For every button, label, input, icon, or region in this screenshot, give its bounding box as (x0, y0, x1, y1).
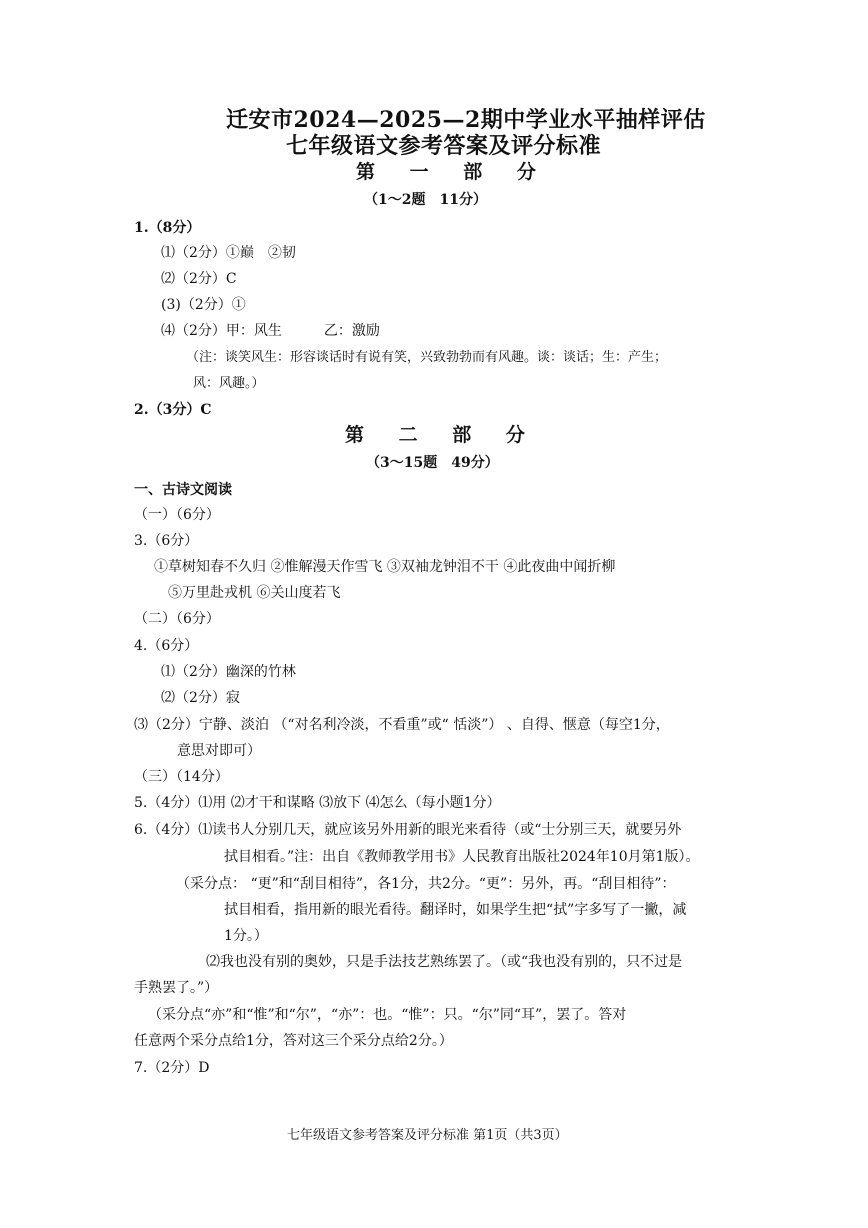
question-6-line2: 拭目相看。”注：出自《教师教学用书》人民教育出版社2024年10月第1版）。 (224, 849, 700, 865)
question-1-header: 1.（8分） (134, 220, 201, 236)
subsection-1-header: （一）（6分） (134, 507, 220, 523)
question-6-sub-2-line1: ⑵我也没有别的奥妙，只是手法技艺熟练罢了。（或“我也没有别的，只不过是 (206, 954, 683, 970)
question-1-note-line2: 风：风趣。） (193, 376, 265, 391)
question-6-scoring-line3: 1分。） (224, 928, 268, 944)
question-5-answer: 5.（4分）⑴用 ⑵才干和谋略 ⑶放下 ⑷怎么（每小题1分） (134, 795, 501, 811)
page-footer: 七年级语文参考答案及评分标准 第1页（共3页） (287, 1128, 568, 1143)
question-4-sub-2: ⑵（2分）寂 (161, 690, 240, 706)
part1-heading: 第 一 部 分 (356, 161, 550, 183)
question-6-sub-2-line2: 手熟罢了。”） (134, 980, 219, 996)
part1-range: （1～2题 11分） (364, 192, 487, 208)
question-4-sub-1: ⑴（2分）幽深的竹林 (161, 664, 296, 680)
question-1-sub-2: ⑵（2分）C (161, 271, 237, 287)
question-1-note-line1: （注：谈笑风生：形容谈话时有说有笑，兴致勃勃而有风趣。谈：谈话；生：产生； (186, 350, 668, 365)
question-3-answer-line1: ①草树知春不久归 ②惟解漫天作雪飞 ③双袖龙钟泪不干 ④此夜曲中闻折柳 (154, 559, 616, 575)
subsection-2-header: （二）（6分） (134, 611, 220, 627)
question-1-sub-1: ⑴（2分）①巅 ②韧 (161, 245, 296, 261)
question-6-line1: 6.（4分）⑴读书人分别几天，就应该另外用新的眼光来看待（或“士分别三天，就要另外 (134, 822, 682, 838)
question-1-sub-3: (3)（2分）① (161, 297, 246, 313)
question-6-scoring-line2: 拭目相看，指用新的眼光看待。翻译时，如果学生把“拭”字多写了一撇，减 (224, 902, 687, 918)
question-7-answer: 7.（2分）D (134, 1060, 210, 1076)
question-6-sub-2-scoring-line1: （采分点“亦”和“惟”和“尔”，“亦”：也。“惟”：只。“尔”同“耳”，罢了。答对 (148, 1007, 627, 1023)
section-1-title: 一、古诗文阅读 (134, 482, 232, 498)
question-1-sub-4: ⑷（2分）甲：风生 乙：激励 (161, 323, 380, 339)
question-3-header: 3.（6分） (134, 533, 199, 549)
part2-range: （3～15题 49分） (366, 455, 499, 471)
question-6-scoring-line1: （采分点： “更”和“刮目相待”，各1分，共2分。“更”：另外，再。“刮目相待”： (176, 876, 676, 892)
question-4-sub-3-line2: 意思对即可） (177, 743, 261, 759)
document-title-line2: 七年级语文参考答案及评分标准 (286, 133, 602, 159)
document-title-line1: 迁安市2024—2025—2期中学业水平抽样评估 (226, 107, 706, 133)
question-6-sub-2-scoring-line2: 任意两个采分点给1分，答对这三个采分点给2分。） (134, 1033, 453, 1049)
question-4-header: 4.（6分） (134, 638, 199, 654)
subsection-3-header: （三）（14分） (134, 769, 229, 785)
question-4-sub-3-line1: ⑶（2分）宁静、淡泊 （“对名利冷淡，不看重”或“ 恬淡”） 、自得、惬意（每空1分， (134, 717, 670, 733)
part2-heading: 第 二 部 分 (345, 424, 539, 446)
question-3-answer-line2: ⑤万里赴戎机 ⑥关山度若飞 (168, 585, 341, 601)
question-2-answer: 2.（3分）C (134, 402, 212, 418)
